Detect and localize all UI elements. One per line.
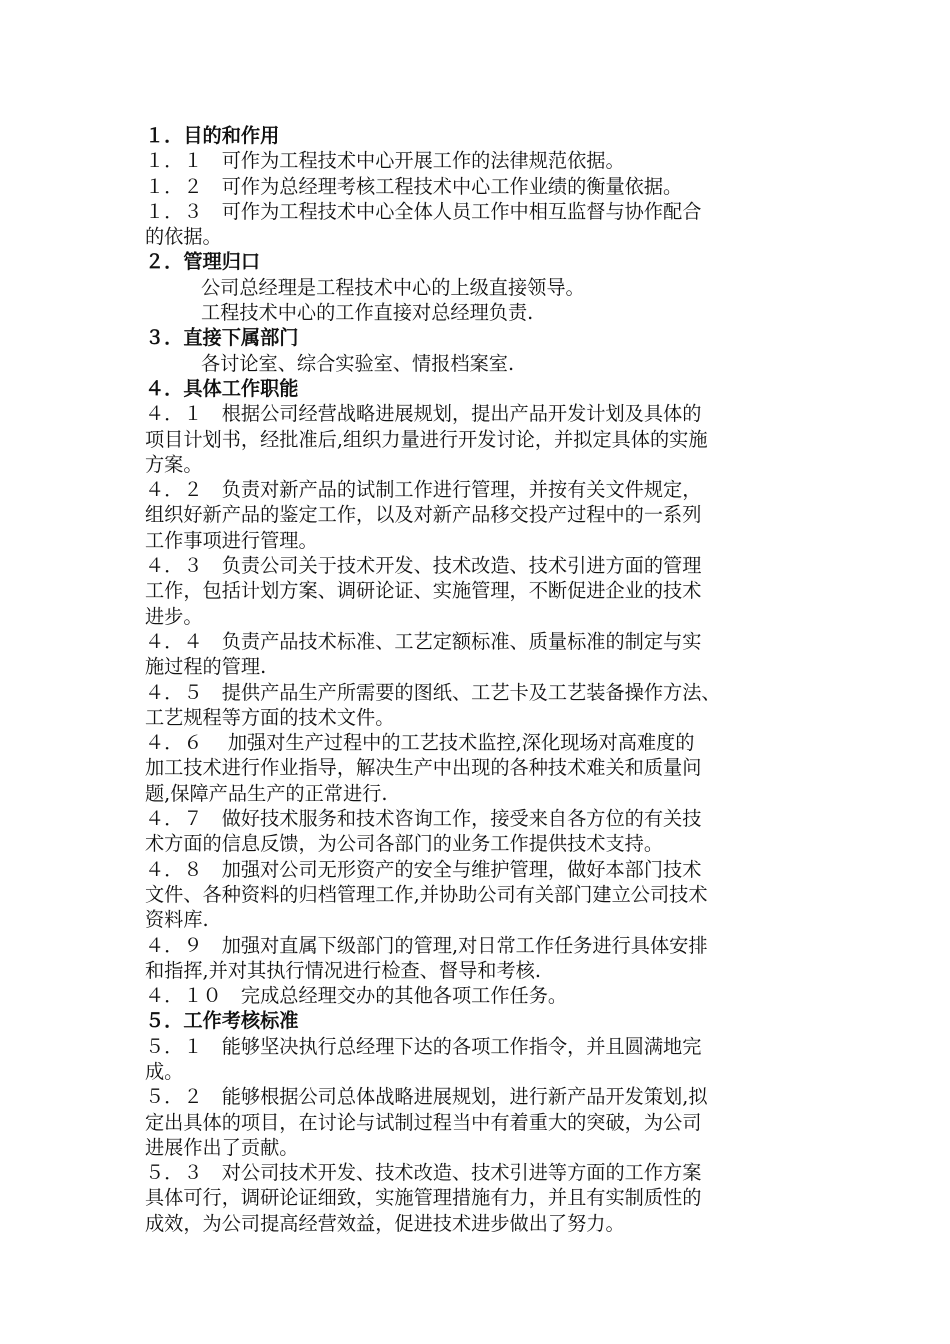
section-heading: １．目的和作用 (145, 124, 280, 147)
paragraph-line: 项目计划书，经批准后,组织力量进行开发讨论，并拟定具体的实施 (145, 427, 708, 451)
paragraph-line: 方案。 (145, 452, 203, 476)
paragraph-line: 题,保障产品生产的正常进行. (145, 781, 388, 805)
paragraph-line: 术方面的信息反馈，为公司各部门的业务工作提供技术支持。 (145, 832, 664, 856)
paragraph-line: １．１ 可作为工程技术中心开展工作的法律规范依据。 (145, 149, 625, 173)
paragraph-line: 定出具体的项目，在讨论与试制过程当中有着重大的突破，为公司 (145, 1110, 702, 1134)
paragraph-line: ４．７ 做好技术服务和技术咨询工作，接受来自各方位的有关技 (145, 807, 702, 831)
paragraph-line: 成。 (145, 1059, 184, 1083)
paragraph-line: 工作，包括计划方案、调研论证、实施管理，不断促进企业的技术 (145, 579, 702, 603)
paragraph-line: ４．４ 负责产品技术标准、工艺定额标准、质量标准的制定与实 (145, 629, 702, 653)
paragraph-line: 资料库. (145, 908, 209, 932)
paragraph-line: 成效，为公司提高经营效益，促进技术进步做出了努力。 (145, 1211, 625, 1235)
section-heading: ５．工作考核标准 (145, 1009, 299, 1033)
paragraph-line: 工作事项进行管理。 (145, 528, 318, 552)
paragraph-line: 各讨论室、综合实验室、情报档案室. (201, 351, 515, 375)
paragraph-line: 加工技术进行作业指导，解决生产中出现的各种技术难关和质量问 (145, 756, 702, 780)
paragraph-line: ５．１ 能够坚决执行总经理下达的各项工作指令，并且圆满地完 (145, 1034, 702, 1058)
section-heading: ４．具体工作职能 (145, 376, 299, 400)
paragraph-line: 工艺规程等方面的技术文件。 (145, 705, 395, 729)
paragraph-line: 和指挥,并对其执行情况进行检查、督导和考核. (145, 958, 541, 982)
paragraph-line: 文件、各种资料的归档管理工作,并协助公司有关部门建立公司技术 (145, 882, 708, 906)
paragraph-line: 施过程的管理. (145, 655, 267, 679)
paragraph-line: 公司总经理是工程技术中心的上级直接领导。 (201, 275, 585, 299)
paragraph-line: ４．１ 根据公司经营战略进展规划，提出产品开发计划及具体的 (145, 402, 702, 426)
paragraph-line: ５．３ 对公司技术开发、技术改造、技术引进等方面的工作方案 (145, 1161, 702, 1185)
paragraph-line: 进步。 (145, 604, 203, 628)
paragraph-line: 具体可行，调研论证细致，实施管理措施有力，并且有实制质性的 (145, 1186, 702, 1210)
paragraph-line: ４．３ 负责公司关于技术开发、技术改造、技术引进方面的管理 (145, 554, 702, 578)
section-heading: ３．直接下属部门 (145, 326, 299, 350)
paragraph-line: ４．２ 负责对新产品的试制工作进行管理，并按有关文件规定， (145, 478, 702, 502)
paragraph-line: ５．２ 能够根据公司总体战略进展规划，进行新产品开发策划,拟 (145, 1085, 708, 1109)
document-body (145, 123, 815, 1236)
paragraph-line: ４．５ 提供产品生产所需要的图纸、工艺卡及工艺装备操作方法、 (145, 680, 721, 704)
paragraph-line: １．３ 可作为工程技术中心全体人员工作中相互监督与协作配合 (145, 199, 702, 223)
paragraph-line: ４．１０ 完成总经理交办的其他各项工作任务。 (145, 984, 568, 1008)
paragraph-line: ４．９ 加强对直属下级部门的管理,对日常工作任务进行具体安排 (145, 933, 708, 957)
paragraph-line: 进展作出了贡献。 (145, 1135, 299, 1159)
paragraph-line: ４．６ 加强对生产过程中的工艺技术监控,深化现场对高难度的 (145, 731, 695, 755)
section-heading: ２．管理归口 (145, 250, 261, 274)
paragraph-line: ４．８ 加强对公司无形资产的安全与维护管理，做好本部门技术 (145, 857, 702, 881)
paragraph-line: 组织好新产品的鉴定工作，以及对新产品移交投产过程中的一系列 (145, 503, 702, 527)
paragraph-line: 的依据。 (145, 225, 222, 249)
paragraph-line: １．２ 可作为总经理考核工程技术中心工作业绩的衡量依据。 (145, 174, 683, 198)
paragraph-line: 工程技术中心的工作直接对总经理负责. (201, 301, 534, 325)
